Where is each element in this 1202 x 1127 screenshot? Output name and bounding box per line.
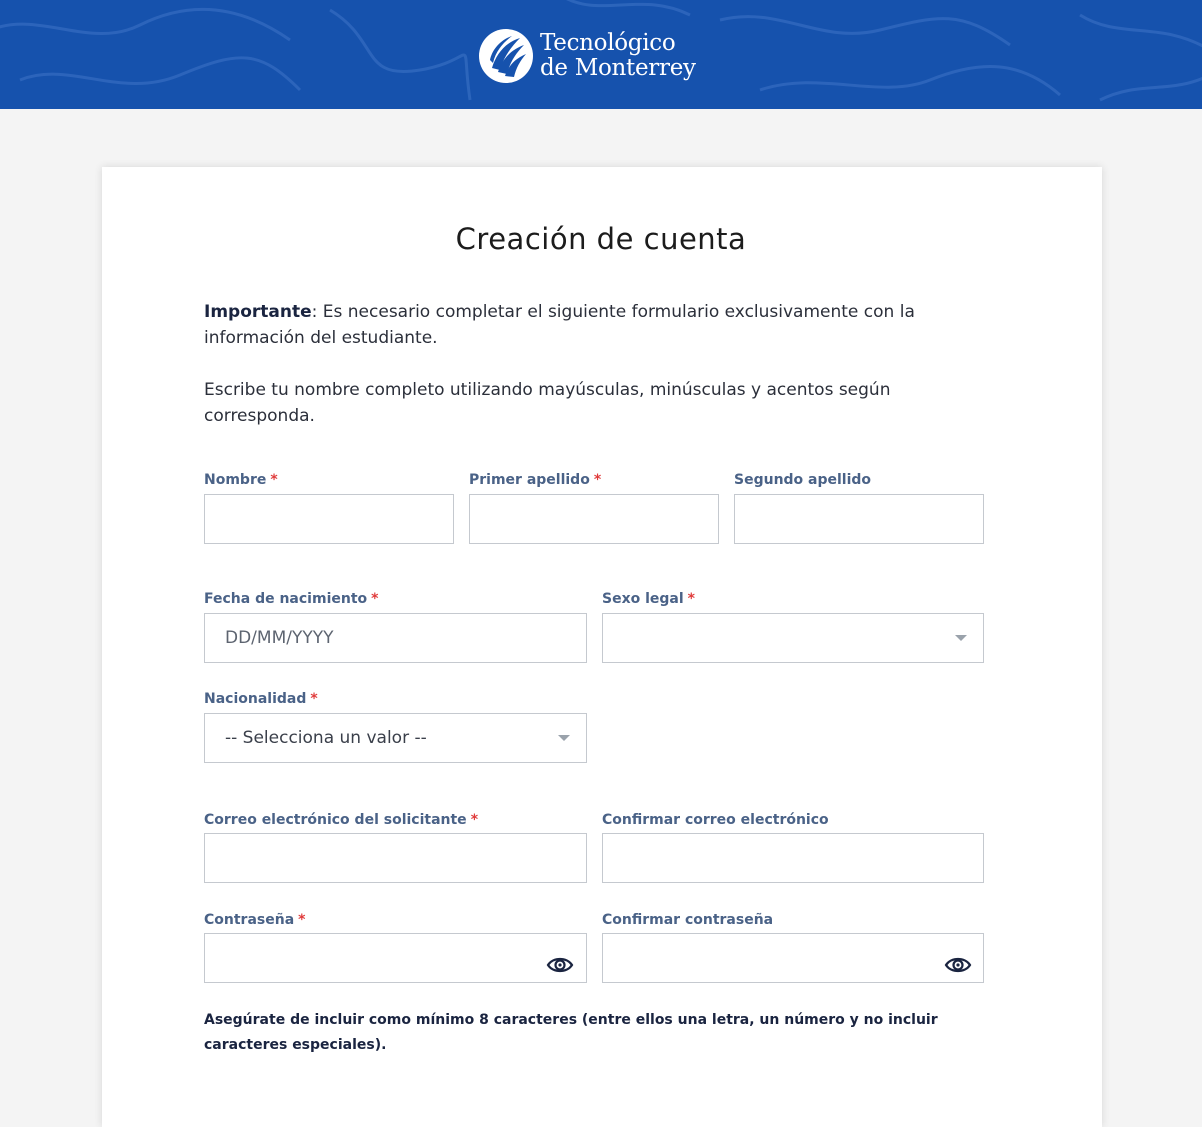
sexo-legal-label-text: Sexo legal [602,591,684,607]
nacionalidad-label [204,691,318,707]
eye-icon[interactable] [546,954,574,976]
caret-down-icon [955,635,967,641]
required-marker: * [298,912,306,928]
segundo-apellido-label: Segundo apellido [734,472,872,488]
brand-line-2: de Monterrey [540,55,696,81]
required-marker: * [270,472,278,488]
confirmar-correo-label: Confirmar correo electrónico [602,812,829,828]
contrasena-input[interactable] [204,933,587,983]
nombre-input[interactable] [204,494,454,544]
primer-apellido-label [469,472,601,488]
nacionalidad-select[interactable] [204,713,587,763]
site-header [0,0,1202,109]
confirmar-contrasena-input[interactable] [602,933,984,983]
contrasena-label [204,912,305,928]
torch-logo-icon [478,28,534,84]
required-marker: * [593,472,602,488]
contrasena-label-text: Contraseña [204,912,295,928]
required-marker: * [371,591,379,607]
eye-icon[interactable] [944,954,972,976]
primer-apellido-input[interactable] [469,494,719,544]
confirmar-contrasena-label: Confirmar contraseña [602,912,774,928]
correo-label-text: Correo electrónico del solicitante [204,812,467,828]
correo-input[interactable] [204,833,587,883]
important-label: Importante [204,302,312,322]
brand-line-1: Tecnológico [540,30,676,56]
fecha-nacimiento-label [204,591,378,607]
required-marker: * [470,812,479,828]
caret-down-icon [558,735,570,741]
fecha-nacimiento-label-text: Fecha de nacimiento [204,591,368,607]
important-text: : Es necesario completar el siguiente formulario exclusivamente con la información del estudiante. [204,302,915,348]
nacionalidad-value: -- Selecciona un valor -- [225,728,427,748]
required-marker: * [310,691,318,707]
brand-name [540,31,696,81]
important-notice [204,299,964,351]
sexo-legal-select[interactable] [602,613,984,663]
nacionalidad-label-text: Nacionalidad [204,691,307,707]
password-hint: Asegúrate de incluir como mínimo 8 caracteres (entre ellos una letra, un número y no incluir caracteres especiales). [204,1012,938,1053]
confirmar-correo-input[interactable] [602,833,984,883]
sexo-legal-label [602,591,695,607]
segundo-apellido-input[interactable] [734,494,984,544]
primer-apellido-label-text: Primer apellido [469,472,590,488]
nombre-label [204,472,278,488]
correo-label [204,812,478,828]
fecha-nacimiento-input[interactable] [204,613,587,663]
name-instruction: Escribe tu nombre completo utilizando mayúsculas, minúsculas y acentos según corresponda. [204,380,891,426]
page-title: Creación de cuenta [455,222,747,256]
brand-logo[interactable] [478,28,696,84]
nombre-label-text: Nombre [204,472,267,488]
required-marker: * [687,591,695,607]
